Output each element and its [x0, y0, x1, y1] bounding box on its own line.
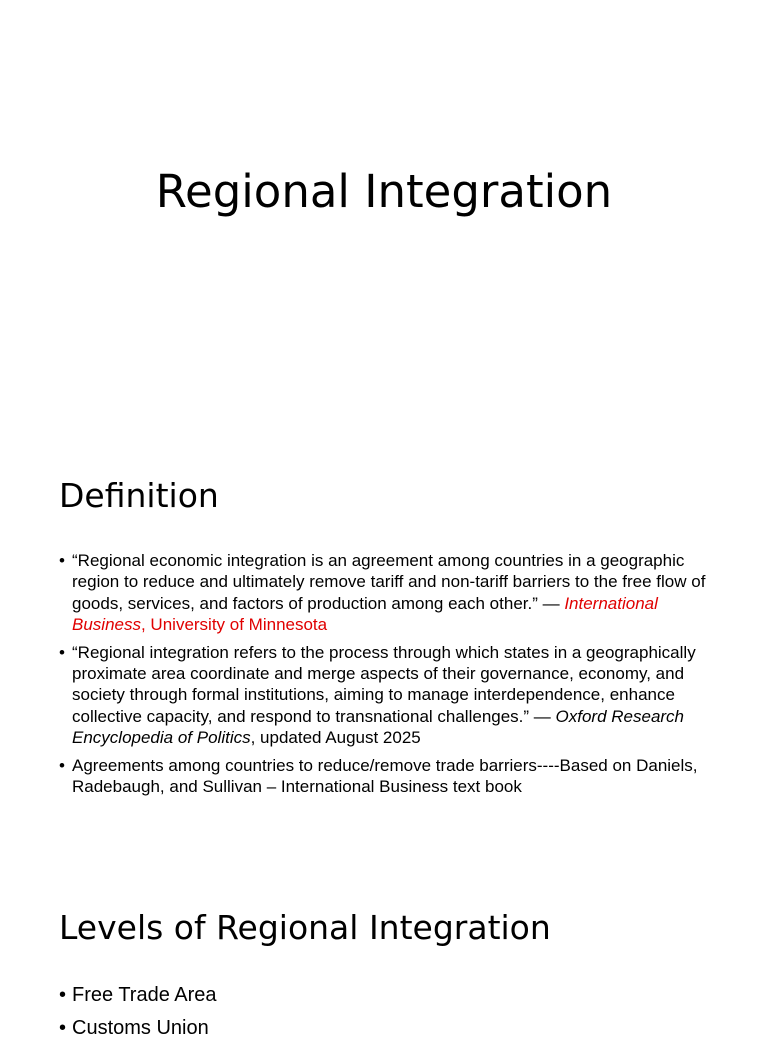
- definition-bullet-1: [59, 550, 719, 635]
- level-item-customs-union: • Customs Union: [59, 1015, 719, 1041]
- definition-bullet-list: [59, 550, 719, 804]
- presentation-title: Regional Integration: [155, 165, 613, 218]
- source-oxford-title: Oxford Research Encyclopedia of Politics: [72, 706, 685, 747]
- title-slide: [0, 0, 768, 432]
- source-umn-institution: , University of Minnesota: [140, 614, 328, 634]
- definition-slide: [0, 432, 768, 864]
- definition-quote-1: “Regional economic integration is an agreement among countries in a geographic region to reduce and ultimately remove tariff and non-tariff barriers to the free flow of goods, services, and factors of production among each other.” —: [72, 551, 706, 613]
- definition-text-3: Agreements among countries to reduce/remove trade barriers----Based on Daniels, Radebaugh, and Sullivan – International Business text book: [72, 755, 698, 796]
- definition-bullet-3: [59, 755, 719, 798]
- definition-quote-2: “Regional integration refers to the process through which states in a geographically proximate area coordinate and merge aspects of their governance, economy, and society through formal institutions, aiming to manage interdependence, enhance collective capacity, and respond to transnational challenges.” —: [72, 642, 696, 726]
- source-oxford-date: , updated August 2025: [250, 727, 421, 747]
- levels-slide: [0, 864, 768, 1064]
- definition-heading: Definition: [59, 476, 219, 515]
- levels-bullet-list: [59, 982, 719, 1047]
- levels-heading: Levels of Regional Integration: [59, 908, 551, 947]
- source-umn-title: International Business: [72, 593, 658, 634]
- level-item-free-trade-area: • Free Trade Area: [59, 982, 719, 1008]
- definition-bullet-2: [59, 642, 719, 748]
